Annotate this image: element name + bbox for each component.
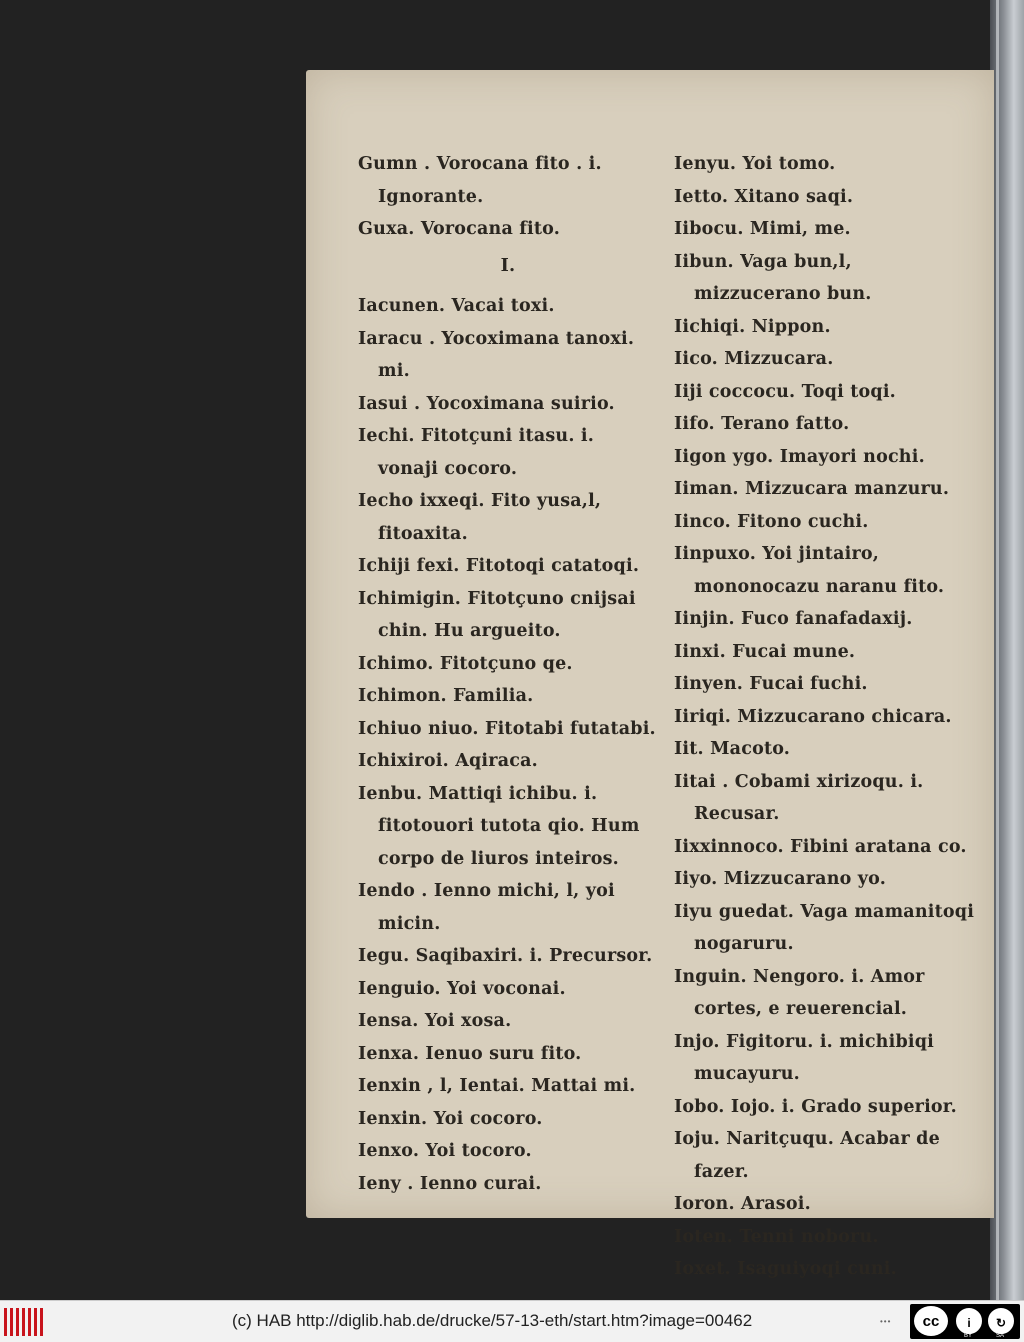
dictionary-entry: Ieny . Ienno curai. <box>358 1173 542 1194</box>
dictionary-entry: Iinjin. Fuco fanafadaxij. <box>674 609 913 629</box>
right-column <box>674 148 982 1286</box>
dictionary-entry: Ienyu. Yoi tomo. <box>674 154 836 174</box>
dictionary-entry: Ioju. Naritçuqu. Acabar de fazer. <box>674 1129 940 1182</box>
dictionary-entry: Ienxa. Ienuo suru fito. <box>358 1043 582 1064</box>
dictionary-entry: Iiyu guedat. Vaga mamanitoqi nogaruru. <box>674 901 975 954</box>
cc-license-badge[interactable] <box>910 1304 1020 1339</box>
dictionary-entry: Iinxi. Fucai mune. <box>674 641 856 662</box>
dots-icon: ••• <box>880 1317 892 1326</box>
dictionary-entry: Iechi. Fitotçuni itasu. i. vonaji cocoro. <box>358 426 595 479</box>
dictionary-entry: Iaracu . Yocoximana tanoxi. mi. <box>358 328 635 381</box>
book-fore-edge <box>990 0 1024 1300</box>
dictionary-entry: Ichiuo niuo. Fitotabi futatabi. <box>358 718 656 739</box>
dictionary-entry: Ichimon. Familia. <box>358 686 534 706</box>
dictionary-entry: Iichiqi. Nippon. <box>674 316 831 337</box>
dictionary-entry: Ioron. Arasoi. <box>674 1194 811 1214</box>
dictionary-entry: Ienxin , l, Ientai. Mattai mi. <box>358 1076 636 1096</box>
dictionary-entry: Iixxinnoco. Fibini aratana co. <box>674 836 967 857</box>
dictionary-entry: Ienguio. Yoi voconai. <box>358 978 566 999</box>
dictionary-entry: Iiji coccocu. Toqi toqi. <box>674 381 896 402</box>
attribution-icon: i <box>956 1308 982 1334</box>
dictionary-entry: Iegu. Saqibaxiri. i. Precursor. <box>358 946 653 966</box>
dictionary-entry: Iecho ixxeqi. Fito yusa,l, fitoaxita. <box>358 491 602 544</box>
dictionary-entry: Iiyo. Mizzucarano yo. <box>674 869 887 889</box>
credit-link[interactable]: (c) HAB http://diglib.hab.de/drucke/57-13-eth/start.htm?image=00462 <box>232 1311 753 1330</box>
dictionary-entry: Iigon ygo. Imayori nochi. <box>674 446 925 467</box>
dictionary-entry: Ichimigin. Fitotçuno cnijsai chin. Hu argueito. <box>358 588 636 641</box>
dictionary-entry: Iasui . Yocoximana suirio. <box>358 393 615 414</box>
dictionary-entry: Ichixiroi. Aqiraca. <box>358 751 538 771</box>
share-alike-icon: ↻ <box>988 1308 1014 1334</box>
dictionary-entry: Iinpuxo. Yoi jintairo, mononocazu naranu fito. <box>674 544 945 597</box>
hab-logo-icon[interactable] <box>4 1308 48 1336</box>
dictionary-entry: Ienxin. Yoi cocoro. <box>358 1108 543 1129</box>
dictionary-entry: Iibocu. Mimi, me. <box>674 219 851 239</box>
dictionary-entry: Iendo . Ienno michi, l, yoi micin. <box>358 881 615 934</box>
dictionary-entry: Ietto. Xitano saqi. <box>674 186 854 207</box>
dictionary-entry: Iacunen. Vacai toxi. <box>358 296 555 316</box>
dictionary-entry: Guxa. Vorocana fito. <box>358 219 561 239</box>
dictionary-entry: Gumn . Vorocana fito . i. Ignorante. <box>358 154 602 207</box>
dictionary-entry: Inguin. Nengoro. i. Amor cortes, e reuerencial. <box>674 966 925 1019</box>
dictionary-entry: Iinco. Fitono cuchi. <box>674 511 869 532</box>
footer-bar <box>0 1300 1024 1342</box>
dictionary-entry: Ichimo. Fitotçuno qe. <box>358 653 573 674</box>
dictionary-entry: Iiriqi. Mizzucarano chicara. <box>674 706 952 727</box>
book-page <box>306 70 994 1279</box>
dictionary-entry: Ioten. Tenni noboru. <box>674 1226 879 1247</box>
license-by-label: BY <box>964 1333 973 1339</box>
section-letter: I. <box>500 255 516 276</box>
dictionary-entry: Iiman. Mizzucara manzuru. <box>674 479 950 499</box>
dictionary-entry: Iensa. Yoi xosa. <box>358 1011 512 1031</box>
dictionary-entry: Ienxo. Yoi tocoro. <box>358 1141 532 1161</box>
dictionary-entry: Injo. Figitoru. i. michibiqi mucayuru. <box>674 1031 935 1084</box>
dictionary-entry: Iinyen. Fucai fuchi. <box>674 674 868 694</box>
cc-icon: cc <box>914 1306 948 1336</box>
left-column <box>358 148 658 1200</box>
dictionary-entry: Ioxet. Isaguiyoqi cuni. <box>674 1259 897 1279</box>
license-sa-label: SA <box>996 1333 1005 1339</box>
dictionary-entry: Iibun. Vaga bun,l, mizzucerano bun. <box>674 251 872 304</box>
dictionary-entry: Ichiji fexi. Fitotoqi catatoqi. <box>358 556 640 576</box>
dictionary-entry: Ienbu. Mattiqi ichibu. i. fitotouori tutota qio. Hum corpo de liuros inteiros. <box>358 783 640 869</box>
dictionary-entry: Iobo. Iojo. i. Grado superior. <box>674 1096 957 1117</box>
dictionary-entry: Iit. Macoto. <box>674 739 791 759</box>
dictionary-entry: Iifo. Terano fatto. <box>674 414 850 434</box>
dictionary-entry: Iitai . Cobami xirizoqu. i. Recusar. <box>674 771 924 824</box>
dictionary-entry: Iico. Mizzucara. <box>674 349 834 369</box>
